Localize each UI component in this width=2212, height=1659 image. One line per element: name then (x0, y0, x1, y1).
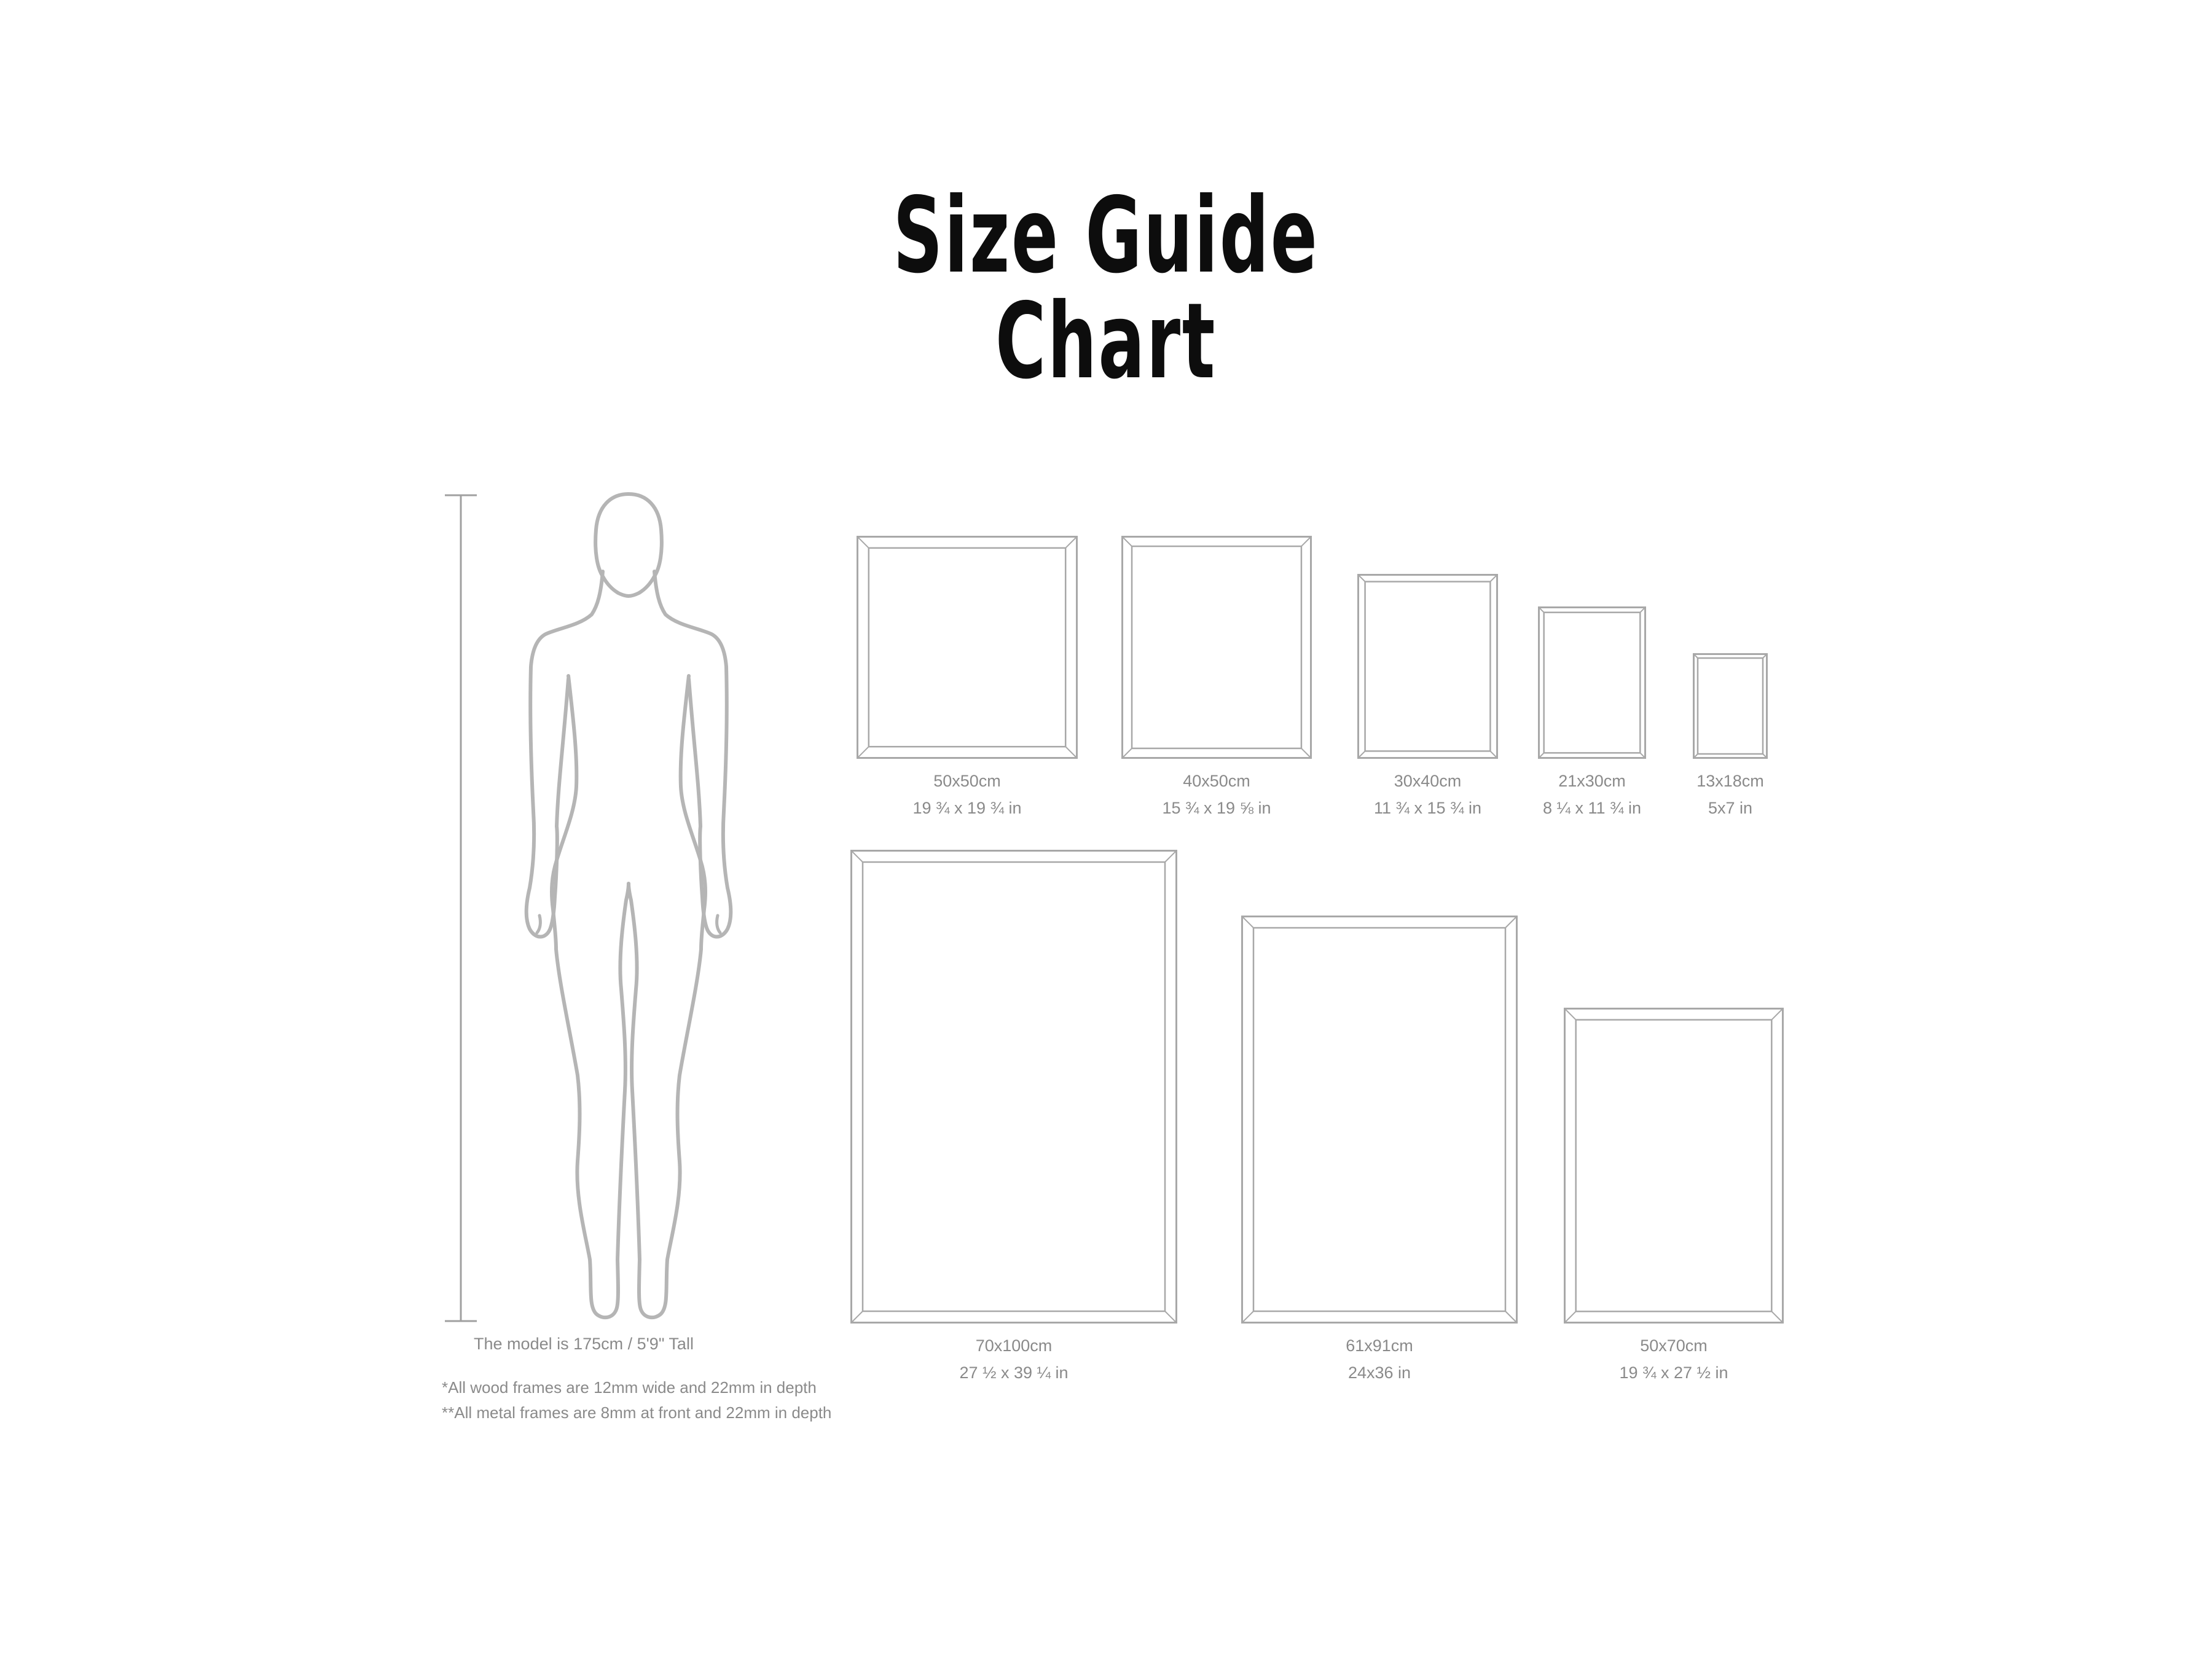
frame-size-inches: 15 ¾ x 19 ⅝ in (1162, 799, 1271, 817)
frame-size-inches: 19 ¾ x 27 ½ in (1619, 1363, 1728, 1382)
model-height-caption: The model is 175cm / 5'9" Tall (474, 1335, 694, 1353)
height-ruler-line (436, 490, 485, 1326)
frame-30x40 (1357, 574, 1498, 818)
note-wood-frames: *All wood frames are 12mm wide and 22mm in depth (442, 1378, 817, 1397)
frame-drawing-13x18 (1693, 653, 1768, 759)
figure-head (595, 494, 662, 596)
note-metal-frames: **All metal frames are 8mm at front and 22mm in depth (442, 1403, 832, 1422)
frame-drawing-50x50 (857, 536, 1078, 759)
page-title (376, 175, 1836, 402)
frame-size-cm: 50x50cm (933, 772, 1001, 790)
frame-13x18 (1693, 653, 1768, 818)
frame-size-cm: 50x70cm (1640, 1336, 1708, 1355)
title-line-2: Chart (995, 281, 1217, 402)
frame-size-cm: 61x91cm (1346, 1336, 1413, 1355)
frame-size-inches: 5x7 in (1708, 799, 1753, 817)
frame-size-cm: 40x50cm (1183, 772, 1250, 790)
frame-drawing-61x91 (1241, 916, 1518, 1324)
frame-size-cm: 13x18cm (1696, 772, 1764, 790)
frame-size-cm: 21x30cm (1558, 772, 1626, 790)
frame-size-cm: 70x100cm (975, 1336, 1053, 1355)
frame-drawing-40x50 (1121, 536, 1312, 759)
frame-70x100 (850, 850, 1177, 1382)
human-figure-illustration (521, 492, 736, 1321)
frame-21x30 (1538, 606, 1646, 818)
frame-size-inches: 19 ¾ x 19 ¾ in (912, 799, 1022, 817)
frame-drawing-30x40 (1357, 574, 1498, 759)
frame-size-inches: 24x36 in (1347, 1363, 1411, 1382)
frame-drawing-50x70 (1564, 1008, 1784, 1324)
frame-construction-notes (442, 1375, 831, 1426)
frame-size-inches: 27 ½ x 39 ¼ in (959, 1363, 1069, 1382)
frame-drawing-70x100 (850, 850, 1177, 1324)
frame-50x50 (857, 536, 1078, 818)
title-line-1: Size Guide (893, 175, 1319, 297)
frame-50x70 (1564, 1008, 1784, 1382)
frame-size-inches: 11 ¾ x 15 ¾ in (1373, 799, 1482, 817)
frame-drawing-21x30 (1538, 606, 1646, 759)
frame-size-inches: 8 ¼ x 11 ¾ in (1542, 799, 1642, 817)
frame-size-cm: 30x40cm (1394, 772, 1462, 790)
frame-40x50 (1121, 536, 1312, 818)
frame-61x91 (1241, 916, 1518, 1382)
